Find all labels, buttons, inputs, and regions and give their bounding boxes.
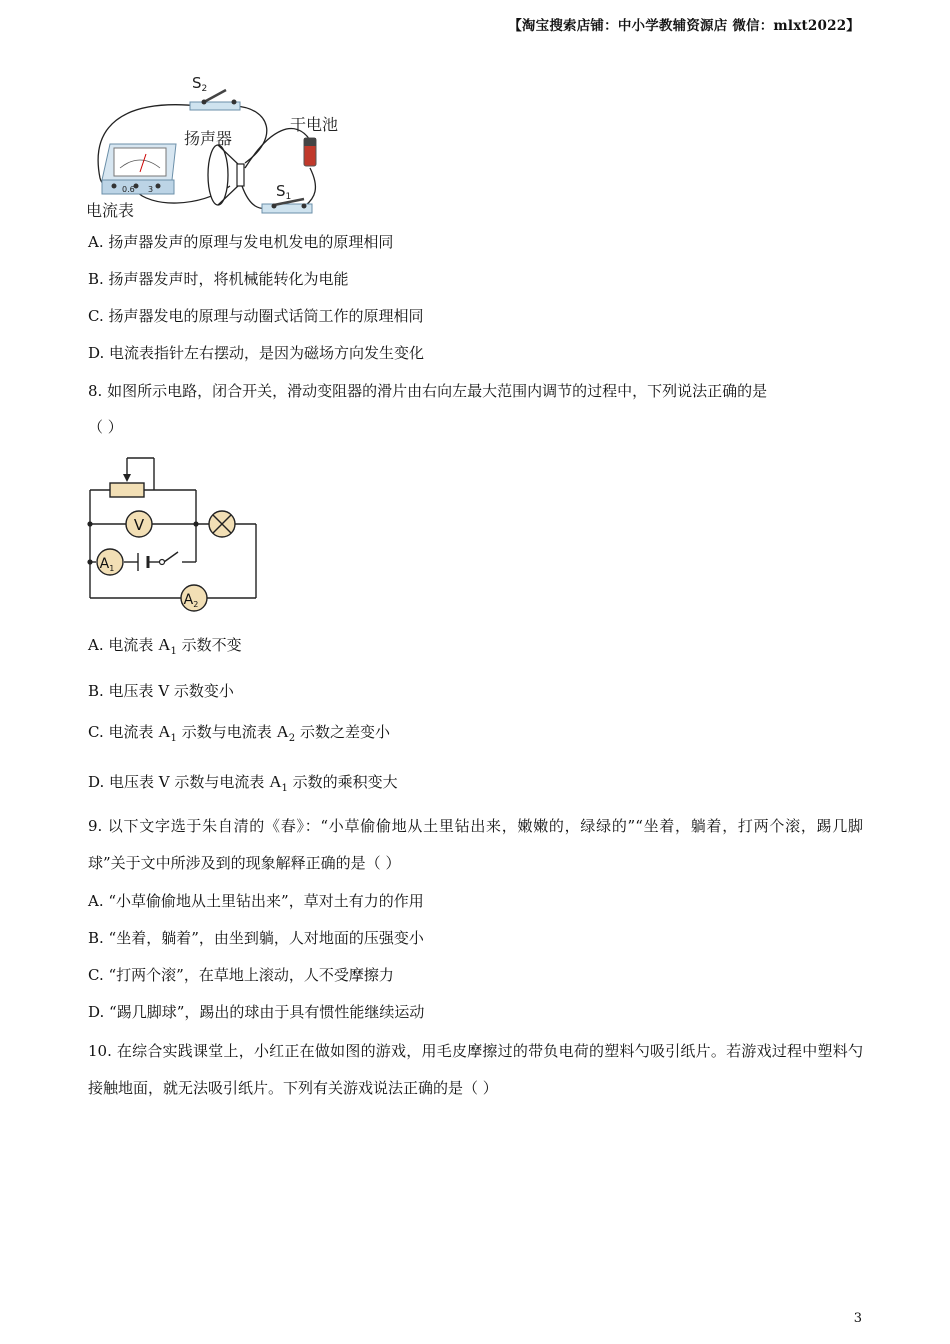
svg-text:A1: $A_1$ — [99, 556, 115, 573]
meter-scale-06: 0.6 — [122, 185, 135, 194]
label-s2-sub: 2 — [201, 84, 208, 94]
voltmeter-icon — [126, 511, 152, 537]
q9-option-b: B. “坐着，躺着”，由坐到躺，人对地面的压强变小 — [88, 929, 424, 947]
q10-stem: 10. 在综合实践课堂上，小红正在做如图的游戏，用毛皮摩擦过的带负电荷的塑料勺吸引纸片。若游戏过程中塑料勺接触地面，就无法吸引纸片。下列有关游戏说法正确的是（ ） — [88, 1042, 863, 1097]
q9-option-d: D. “踢几脚球”，踢出的球由于具有惯性能继续运动 — [88, 1003, 425, 1021]
q8-option-a: A. 电流表 $A_1$ 示数不变 — [88, 635, 242, 657]
q8-option-b: B. 电压表 V 示数变小 — [88, 682, 234, 700]
q8-circuit-diagram — [84, 450, 264, 612]
q7-option-c: C. 扬声器发电的原理与动圈式话筒工作的原理相同 — [88, 307, 424, 325]
label-s1-sub: 1 — [285, 192, 292, 202]
q9-stem: 9. 以下文字选于朱自清的《春》：“小草偷偷地从土里钻出来，嫩嫩的，绿绿的”“坐着，躺着，打两个滚，踢几脚球”关于文中所涉及到的现象解释正确的是（ ） — [88, 817, 863, 872]
label-battery: 干电池 — [290, 115, 339, 134]
q8-answer-paren: （ ） — [88, 418, 123, 436]
q7-option-d: D. 电流表指针左右摆动，是因为磁场方向发生变化 — [88, 344, 425, 362]
speaker-icon — [208, 145, 244, 205]
label-s1: S — [276, 182, 286, 200]
ammeter-a1-icon — [97, 549, 123, 575]
speaker-circuit-figure — [80, 68, 360, 223]
q8-option-d: D. 电压表 V 示数与电流表 $A_1$ 示数的乘积变大 — [88, 772, 398, 794]
q9-option-a: A. “小草偷偷地从土里钻出来”，草对土有力的作用 — [88, 892, 424, 910]
svg-text:A2: $A_2$ — [183, 592, 199, 609]
label-s2: S — [192, 74, 202, 92]
ammeter-a2-icon — [181, 585, 207, 611]
battery-icon — [304, 138, 316, 166]
ammeter — [102, 144, 176, 194]
q7-option-a: A. 扬声器发声的原理与发电机发电的原理相同 — [88, 233, 394, 251]
q7-option-b: B. 扬声器发声时，将机械能转化为电能 — [88, 270, 349, 288]
svg-text:S1 — [276, 182, 291, 202]
label-ammeter: 电流表 — [86, 201, 135, 220]
q8-option-c: C. 电流表 $A_1$ 示数与电流表 $A_2$ 示数之差变小 — [88, 722, 390, 744]
meter-scale-3: 3 — [148, 185, 154, 194]
page-number: 3 — [853, 1311, 862, 1326]
label-speaker: 扬声器 — [184, 129, 233, 148]
q8-stem: 8. 如图所示电路，闭合开关，滑动变阻器的滑片由右向左最大范围内调节的过程中，下列说法正确的是 — [88, 382, 768, 400]
svg-text:S2 — [192, 74, 207, 94]
q9-option-c: C. “打两个滚”，在草地上滚动，人不受摩擦力 — [88, 966, 394, 984]
page-header: 【淘宝搜索店铺：中小学教辅资源店 微信：mlxt2022】 — [508, 18, 860, 34]
lamp-icon — [209, 511, 235, 537]
svg-text:V: V — [133, 516, 145, 534]
